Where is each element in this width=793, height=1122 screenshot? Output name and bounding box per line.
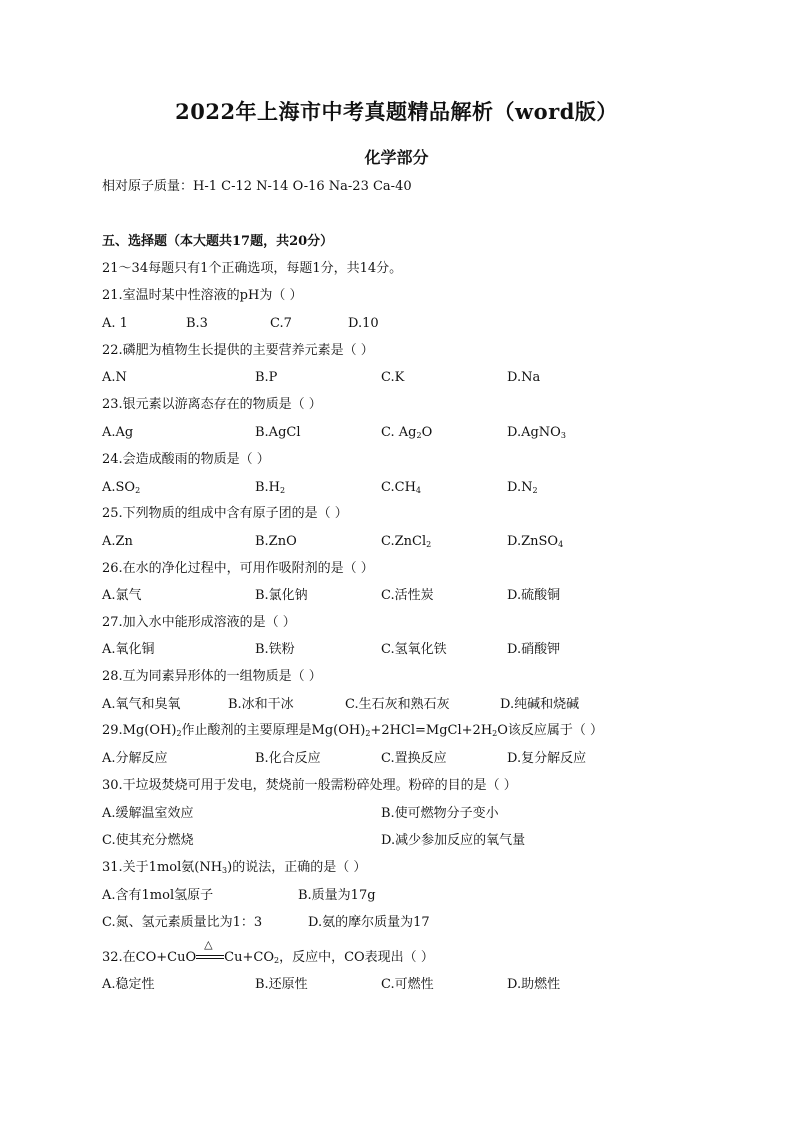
option-c: C.氮、氢元素质量比为1：3 (102, 915, 263, 930)
question-stem (102, 938, 434, 970)
stem-part: 32.在CO+CuO (102, 950, 197, 965)
option-b: B.ZnO (255, 534, 297, 549)
option-a: A.N (102, 370, 127, 385)
option-b: B.化合反应 (255, 751, 321, 766)
option-a: A.分解反应 (102, 751, 168, 766)
question-stem: 28.互为同素异形体的一组物质是（ ） (102, 669, 322, 684)
option-c: $C.CH_4$ (381, 480, 421, 495)
option-b: B.铁粉 (255, 642, 295, 657)
option-a: A.氧气和臭氧 (102, 697, 181, 712)
option-b: $B.H_2$ (255, 480, 286, 495)
option-c: C.置换反应 (381, 751, 447, 766)
option-a: A.氧化铜 (102, 642, 155, 657)
option-c: C.氢氧化铁 (381, 642, 447, 657)
question-stem: 25.下列物质的组成中含有原子团的是（ ） (102, 506, 348, 521)
option-b: B.还原性 (255, 977, 308, 992)
option-c: C.7 (270, 316, 292, 331)
option-c: C.活性炭 (381, 588, 434, 603)
option-c: C.生石灰和熟石灰 (345, 697, 450, 712)
option-d: D.氨的摩尔质量为17 (308, 915, 430, 930)
page-subtitle: 化学部分 (364, 148, 429, 167)
option-a: A. 1 (102, 316, 128, 331)
option-d: D.纯碱和烧碱 (500, 697, 580, 712)
option-d: $D.N_2$ (507, 480, 538, 495)
option-a: A.含有1mol氢原子 (102, 888, 214, 903)
option-b: B.3 (186, 316, 208, 331)
question-stem: 24.会造成酸雨的物质是（ ） (102, 452, 270, 467)
option-c: C.ZnCl$_2$ (381, 534, 432, 549)
page-title: 2022年上海市中考真题精品解析（word版） (175, 99, 618, 124)
option-c: C. $Ag_2O$ (381, 425, 433, 440)
option-a: A.缓解温室效应 (102, 806, 194, 821)
option-a: A.Ag (102, 425, 134, 440)
option-a: $A.SO_2$ (102, 480, 141, 495)
question-stem: 21.室温时某中性溶液的pH为（ ） (102, 288, 303, 303)
atomic-masses: 相对原子质量：H-1 C-12 N-14 O-16 Na-23 Ca-40 (102, 179, 412, 194)
option-d: D.复分解反应 (507, 751, 587, 766)
option-b: B.AgCl (255, 425, 301, 440)
option-d: D.10 (348, 316, 379, 331)
option-b: B.P (255, 370, 278, 385)
option-b: B.氯化钠 (255, 588, 308, 603)
option-b: B.质量为17g (298, 888, 376, 903)
heat-icon: △ (204, 938, 213, 951)
heat-condition (196, 938, 224, 967)
option-d: D.助燃性 (507, 977, 561, 992)
option-a: A.氯气 (102, 588, 142, 603)
option-d: D.Na (507, 370, 541, 385)
option-d: D.减少参加反应的氧气量 (381, 833, 526, 848)
option-a: A.Zn (102, 534, 133, 549)
option-c: C.使其充分燃烧 (102, 833, 194, 848)
option-d: D.AgNO$_3$ (507, 425, 566, 440)
section-note: 21～34每题只有1个正确选项，每题1分，共14分。 (102, 261, 403, 276)
option-d: D.硫酸铜 (507, 588, 561, 603)
question-stem: 26.在水的净化过程中，可用作吸附剂的是（ ） (102, 561, 374, 576)
option-d: D.硝酸钾 (507, 642, 561, 657)
option-c: C.K (381, 370, 405, 385)
section-heading: 五、选择题（本大题共17题，共20分） (102, 234, 334, 249)
question-stem: 30.干垃圾焚烧可用于发电，焚烧前一般需粉碎处理。粉碎的目的是（ ） (102, 778, 517, 793)
stem-part: $Cu+CO_2$，反应中，CO表现出（ ） (224, 950, 434, 965)
option-c: C.可燃性 (381, 977, 434, 992)
question-stem: 22.磷肥为植物生长提供的主要营养元素是（ ） (102, 343, 374, 358)
option-a: A.稳定性 (102, 977, 155, 992)
option-b: B.使可燃物分子变小 (381, 806, 499, 821)
question-stem: 23.银元素以游离态存在的物质是（ ） (102, 397, 322, 412)
option-b: B.冰和干冰 (228, 697, 294, 712)
question-stem: $29.Mg(OH)_2$作止酸剂的主要原理是$Mg(OH)_2+2HCl=MgCl+2H_2O$该反应属于（ ） (102, 723, 604, 738)
question-stem: 31.关于1mol氨$(NH_3)$的说法，正确的是（ ） (102, 860, 367, 875)
question-stem: 27.加入水中能形成溶液的是（ ） (102, 615, 296, 630)
option-d: D.ZnSO$_4$ (507, 534, 564, 549)
